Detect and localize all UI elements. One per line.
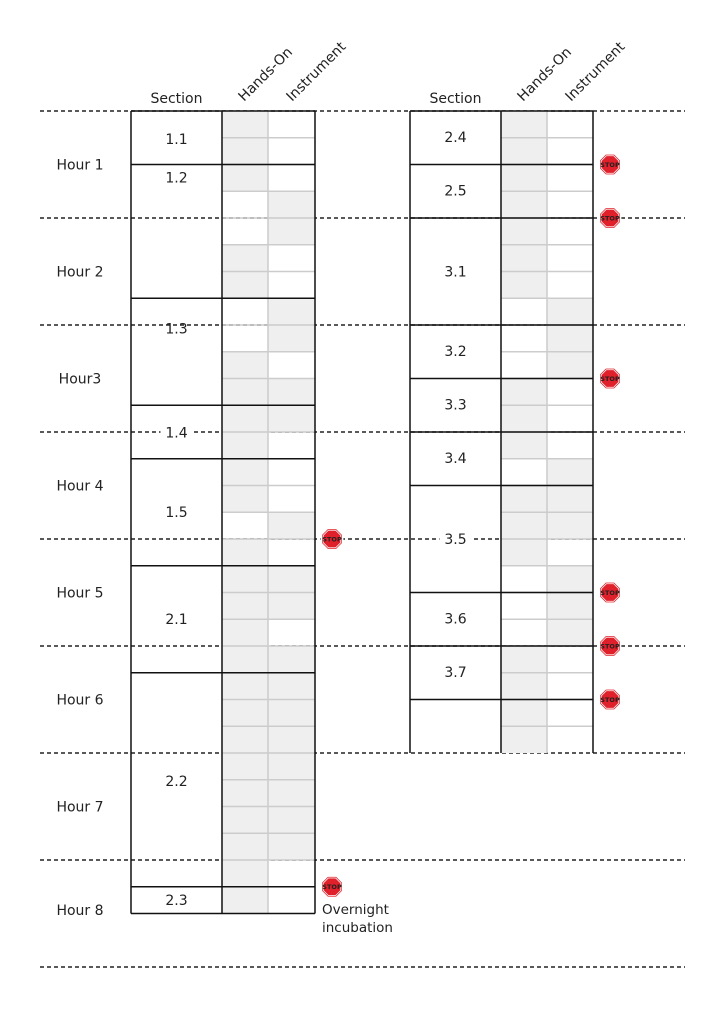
hands-on-slot-shaded xyxy=(501,512,547,539)
section-label: 3.5 xyxy=(444,532,467,548)
section-header: Section xyxy=(429,91,482,107)
instrument-slot-shaded xyxy=(268,807,315,834)
hands-on-header: Hands-On xyxy=(514,44,575,105)
hour-label: Hour 5 xyxy=(56,585,104,602)
instrument-header: Instrument xyxy=(283,39,350,105)
instrument-slot-shaded xyxy=(268,753,315,780)
stop-text: STOP xyxy=(600,214,620,223)
hour-label: Hour 2 xyxy=(56,264,104,281)
section-label: 1.3 xyxy=(165,321,188,338)
hands-on-slot-shaded xyxy=(222,753,268,780)
overnight-note-line: incubation xyxy=(322,919,393,936)
stop-sign-icon xyxy=(599,689,620,710)
stop-text: STOP xyxy=(322,535,342,544)
hands-on-slot-shaded xyxy=(222,860,268,887)
instrument-slot-shaded xyxy=(268,298,315,325)
stop-text: STOP xyxy=(600,695,620,704)
hands-on-slot-shaded xyxy=(222,405,268,432)
stop-sign-icon xyxy=(599,635,620,656)
hands-on-slot-shaded xyxy=(501,539,547,566)
stop-sign-icon xyxy=(321,528,342,549)
section-label: 3.4 xyxy=(444,451,467,467)
overnight-note xyxy=(322,902,393,936)
hands-on-slot-shaded xyxy=(501,486,547,513)
hands-on-slot-shaded xyxy=(222,700,268,727)
stop-text: STOP xyxy=(600,588,620,597)
overnight-note-line: Overnight xyxy=(322,901,389,918)
instrument-slot-shaded xyxy=(547,593,593,620)
hands-on-slot-shaded xyxy=(501,726,547,753)
hands-on-slot-shaded xyxy=(222,432,268,459)
stop-sign-icon xyxy=(599,368,620,389)
hour-label: Hour 8 xyxy=(56,903,104,919)
hands-on-slot-shaded xyxy=(222,566,268,593)
hour-label: Hour 7 xyxy=(56,799,104,816)
instrument-slot-shaded xyxy=(547,325,593,352)
stop-text: STOP xyxy=(322,883,342,892)
hands-on-slot-shaded xyxy=(222,619,268,646)
section-label: 2.2 xyxy=(165,773,188,790)
stop-sign-icon xyxy=(599,154,620,175)
instrument-header: Instrument xyxy=(562,39,629,105)
instrument-slot-shaded xyxy=(547,512,593,539)
hands-on-slot-shaded xyxy=(501,646,547,673)
hands-on-slot-shaded xyxy=(501,111,547,138)
section-label: 2.4 xyxy=(444,130,467,146)
hands-on-slot-shaded xyxy=(222,887,268,914)
stop-sign-icon xyxy=(599,207,620,228)
stop-text: STOP xyxy=(600,642,620,651)
instrument-slot-shaded xyxy=(268,325,315,352)
instrument-slot-shaded xyxy=(268,191,315,218)
instrument-slot-shaded xyxy=(268,379,315,406)
instrument-slot-shaded xyxy=(268,566,315,593)
instrument-slot-shaded xyxy=(547,619,593,646)
instrument-slot-shaded xyxy=(268,726,315,753)
hands-on-slot-shaded xyxy=(501,673,547,700)
hour-label: Hour 6 xyxy=(56,692,104,709)
hands-on-slot-shaded xyxy=(222,673,268,700)
hands-on-slot-shaded xyxy=(501,245,547,272)
instrument-slot-shaded xyxy=(268,218,315,245)
section-label: 3.3 xyxy=(444,397,467,414)
hands-on-header: Hands-On xyxy=(235,44,296,105)
instrument-slot-shaded xyxy=(268,593,315,620)
hands-on-slot-shaded xyxy=(501,191,547,218)
hands-on-slot-shaded xyxy=(222,646,268,673)
hands-on-slot-shaded xyxy=(222,138,268,165)
hands-on-slot-shaded xyxy=(501,272,547,299)
section-label: 1.1 xyxy=(165,132,188,148)
instrument-slot-shaded xyxy=(268,405,315,432)
hands-on-slot-shaded xyxy=(222,245,268,272)
instrument-slot-shaded xyxy=(547,459,593,486)
instrument-slot-shaded xyxy=(268,833,315,860)
hands-on-slot-shaded xyxy=(222,486,268,513)
stop-sign-icon xyxy=(321,876,342,897)
hands-on-slot-shaded xyxy=(222,459,268,486)
section-label: 1.4 xyxy=(165,425,188,442)
instrument-slot-shaded xyxy=(268,780,315,807)
hands-on-slot-shaded xyxy=(222,780,268,807)
instrument-slot-shaded xyxy=(547,566,593,593)
instrument-slot-shaded xyxy=(547,486,593,513)
hands-on-slot-shaded xyxy=(222,352,268,379)
hands-on-slot-shaded xyxy=(222,726,268,753)
hands-on-slot-shaded xyxy=(501,138,547,165)
stop-text: STOP xyxy=(600,160,620,169)
hands-on-slot-shaded xyxy=(222,807,268,834)
instrument-slot-shaded xyxy=(547,352,593,379)
hands-on-slot-shaded xyxy=(501,218,547,245)
hour-label: Hour3 xyxy=(58,371,102,388)
section-label: 3.1 xyxy=(444,264,467,281)
instrument-slot-shaded xyxy=(547,298,593,325)
section-label: 1.2 xyxy=(165,170,188,187)
section-label: 3.6 xyxy=(444,611,467,628)
section-header: Section xyxy=(150,91,203,107)
hands-on-slot-shaded xyxy=(222,111,268,138)
hour-label: Hour 1 xyxy=(56,157,104,174)
hands-on-slot-shaded xyxy=(222,379,268,406)
instrument-slot-shaded xyxy=(268,673,315,700)
hands-on-slot-shaded xyxy=(222,165,268,192)
section-label: 1.5 xyxy=(165,504,188,521)
hands-on-slot-shaded xyxy=(501,700,547,727)
column-headers xyxy=(150,39,628,107)
stop-text: STOP xyxy=(600,374,620,383)
instrument-slot-shaded xyxy=(268,512,315,539)
hands-on-slot-shaded xyxy=(501,432,547,459)
hands-on-slot-shaded xyxy=(501,165,547,192)
section-label: 3.2 xyxy=(444,344,467,360)
hour-label: Hour 4 xyxy=(56,478,104,495)
section-label: 2.3 xyxy=(165,893,188,910)
instrument-slot-shaded xyxy=(268,700,315,727)
section-label: 2.5 xyxy=(444,183,467,200)
section-label: 2.1 xyxy=(165,611,188,628)
section-label: 3.7 xyxy=(444,665,467,681)
stop-sign-icon xyxy=(599,582,620,603)
hands-on-slot-shaded xyxy=(501,379,547,406)
left-column xyxy=(131,111,315,914)
right-column xyxy=(410,111,593,753)
hands-on-slot-shaded xyxy=(222,833,268,860)
hands-on-slot-shaded xyxy=(501,405,547,432)
hands-on-slot-shaded xyxy=(222,539,268,566)
hands-on-slot-shaded xyxy=(222,272,268,299)
instrument-slot-shaded xyxy=(268,646,315,673)
hands-on-slot-shaded xyxy=(222,593,268,620)
